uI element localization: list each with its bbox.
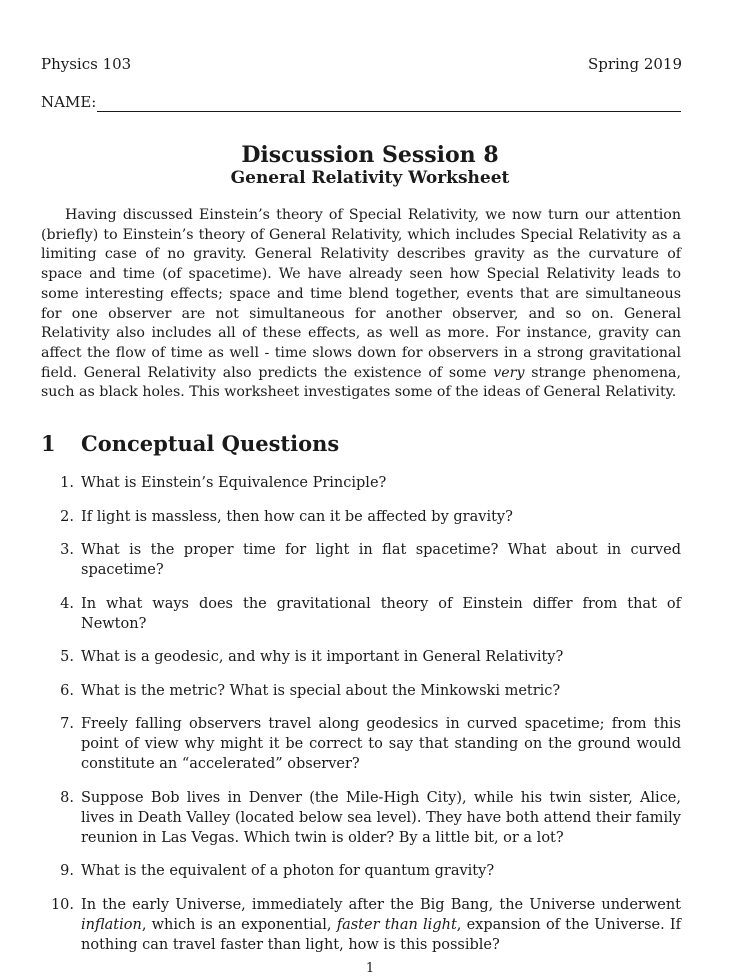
question-item xyxy=(41,594,681,634)
question-number: 5. xyxy=(60,649,74,665)
question-text: In what ways does the gravitational theory of Einstein differ from that of Newton? xyxy=(81,595,681,632)
question-item xyxy=(41,895,681,955)
question-number: 2. xyxy=(60,508,74,525)
question-emphasis: inflation xyxy=(81,916,142,933)
question-text: What is a geodesic, and why is it important in General Relativity? xyxy=(81,649,564,665)
name-label: NAME: xyxy=(41,93,97,111)
question-number: 7. xyxy=(60,716,74,732)
question-number: 10. xyxy=(50,896,74,913)
question-text: , expansion of the Universe. If nothing can travel faster than light, how is this possible? xyxy=(81,916,682,953)
intro-emphasis: very xyxy=(493,364,525,381)
question-text: What is the metric? What is special about the Minkowski metric? xyxy=(81,682,561,699)
question-list xyxy=(41,473,681,968)
question-item xyxy=(41,540,681,580)
question-text: If light is massless, then how can it be affected by gravity? xyxy=(81,508,513,525)
question-item xyxy=(41,647,681,667)
question-item xyxy=(41,473,681,493)
document-subtitle: General Relativity Worksheet xyxy=(230,168,510,188)
intro-text-2: strange phenomena, such as black holes. This worksheet investigates some of the ideas of General Relativity. xyxy=(41,364,682,401)
section-heading xyxy=(41,430,339,458)
document-title: Discussion Session 8 xyxy=(241,142,499,168)
question-text: Suppose Bob lives in Denver (the Mile-High City), while his twin sister, Alice, lives in Death Valley (located below sea level). They have both attend their family reunion in Las Vegas. Which twin is older? By a little bit, or a lot? xyxy=(81,789,681,846)
section-number: 1 xyxy=(41,431,56,456)
question-number: 4. xyxy=(60,595,74,612)
term-label: Spring 2019 xyxy=(587,55,682,73)
name-field xyxy=(41,92,681,112)
question-item xyxy=(41,681,681,701)
question-number: 9. xyxy=(60,863,74,879)
question-text: What is the equivalent of a photon for quantum gravity? xyxy=(81,863,495,879)
intro-paragraph xyxy=(41,206,681,403)
name-blank-line xyxy=(97,96,681,112)
question-text: , which is an exponential, xyxy=(141,916,337,933)
question-item xyxy=(41,788,681,848)
question-item xyxy=(41,714,681,774)
intro-text-1: Having discussed Einstein’s theory of Special Relativity, we now turn our attention (briefly) to Einstein’s theory of General Relativity, which includes Special Relativity as a limiting case of no gravity. General Relativity describes gravity as the curvature of space and time (of spacetime). We have already seen how Special Relativity leads to some interesting effects; space and time blend together, events that are simultaneous for one observer are not simultaneous for another observer, and so on. General Relativity also includes all of these effects, as well as more. For instance, gravity can affect the flow of time as well - time slows down for observers in a strong gravitational field. General Relativity also predicts the existence of some xyxy=(41,207,681,381)
page-number: 1 xyxy=(365,961,375,976)
question-number: 8. xyxy=(60,789,74,806)
question-emphasis: faster than light xyxy=(336,916,457,933)
question-text: In the early Universe, immediately after the Big Bang, the Universe underwent xyxy=(81,896,681,913)
question-item xyxy=(41,861,681,881)
course-name: Physics 103 xyxy=(41,55,132,73)
question-text: What is Einstein’s Equivalence Principle? xyxy=(81,475,387,491)
question-number: 3. xyxy=(60,542,74,558)
question-number: 6. xyxy=(60,682,74,699)
question-number: 1. xyxy=(60,475,74,491)
question-text: Freely falling observers travel along geodesics in curved spacetime; from this point of view why might it be correct to say that standing on the ground would constitute an “accelerated” observer? xyxy=(81,716,681,772)
question-item xyxy=(41,507,681,527)
question-text: What is the proper time for light in flat spacetime? What about in curved spacetime? xyxy=(81,542,681,578)
section-title: Conceptual Questions xyxy=(81,431,340,456)
